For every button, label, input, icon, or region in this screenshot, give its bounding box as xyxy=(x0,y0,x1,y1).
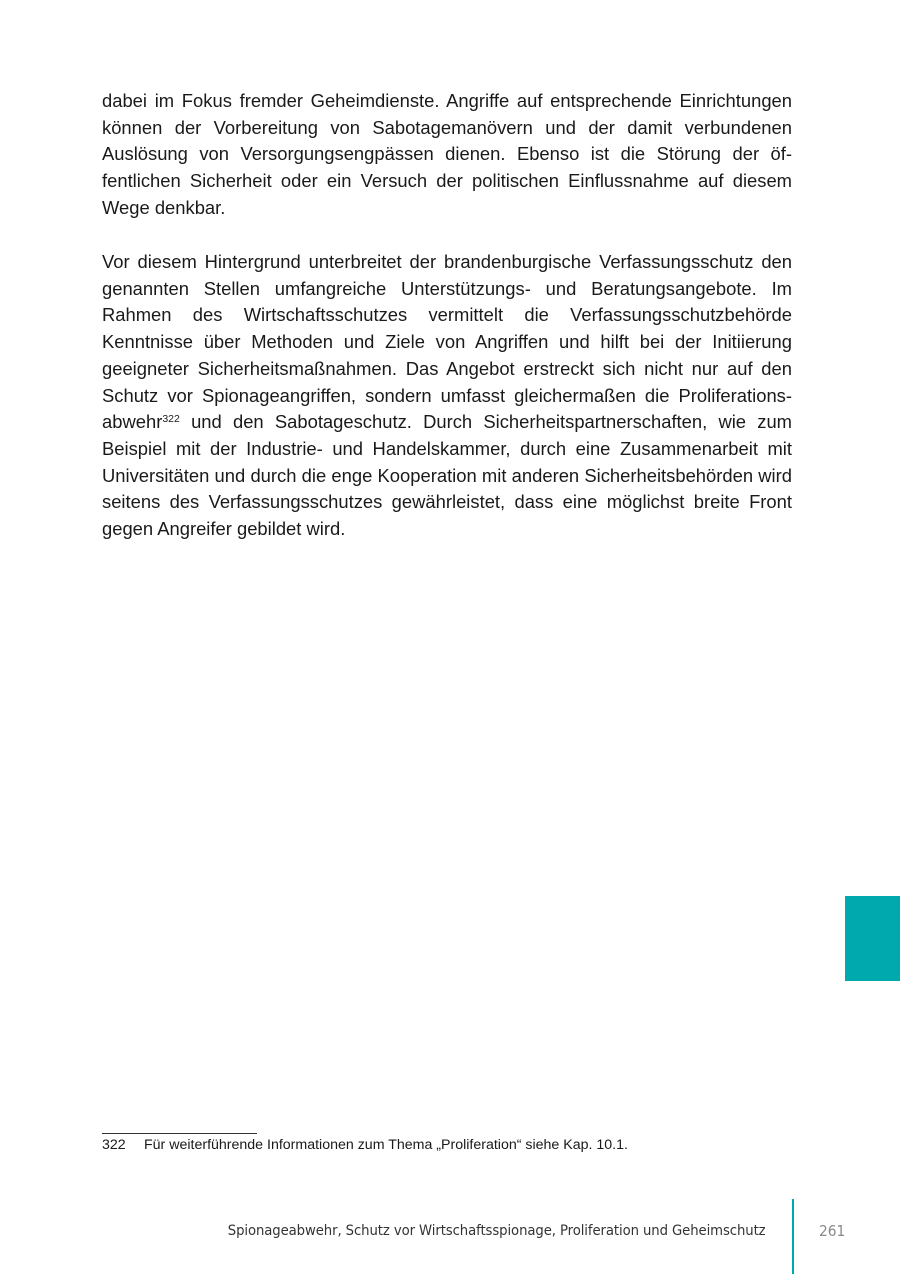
body-paragraph-1: dabei im Fokus fremder Geheimdienste. Angriffe auf entsprechende Einrichtungen können der Vorbereitung von Sabotagemanövern und der damit verbundenen Auslösung von Versorgungsengpässen dienen. Ebenso ist die Störung der öffentlichen Sicherheit oder ein Versuch der politischen Einflussnahme auf diesem Wege denkbar. xyxy=(102,90,792,218)
running-footer-title: Spionageabwehr, Schutz vor Wirtschaftsspionage, Proliferation und Geheimschutz xyxy=(228,1223,766,1239)
body-paragraph-2-text-a: Vor diesem Hintergrund unterbreitet der brandenburgische Verfassungsschutz den genannten Stellen umfangreiche Unterstützungs- und Beratungsangebote. Im Rahmen des Wirtschaftsschutzes vermittelt die Verfassungsschutzbehörde Kenntnisse über Methoden und Ziele von Angriffen und hilft bei der Initiierung geeigneter Sicherheitsmaßnahmen. Das Angebot erstreckt sich nicht nur auf den Schutz vor Spionageangriffen, sondern umfasst gleichermaßen die Proliferationsabwehr xyxy=(102,251,792,433)
footer-divider xyxy=(792,1199,794,1274)
footnote xyxy=(102,1136,628,1154)
footnote-reference[interactable]: 322 xyxy=(162,413,180,426)
chapter-thumb-tab xyxy=(845,896,900,981)
body-paragraph-2-text-b: und den Sabotageschutz. Durch Sicherheitspartnerschaften, wie zum Beispiel mit der Industrie- und Handelskammer, durch eine Zusammenarbeit mit Universitäten und durch die enge Kooperation mit anderen Sicherheitsbehörden wird seitens des Verfassungsschutzes gewährleistet, dass eine möglichst breite Front gegen Angreifer gebildet wird. xyxy=(102,411,792,540)
footnote-separator xyxy=(102,1133,257,1134)
page-number: 261 xyxy=(819,1222,846,1240)
footnote-text: Für weiterführende Informationen zum Thema „Proliferation“ siehe Kap. 10.1. xyxy=(144,1137,628,1153)
body-paragraph-2 xyxy=(102,249,792,543)
footnote-number: 322 xyxy=(102,1137,126,1153)
